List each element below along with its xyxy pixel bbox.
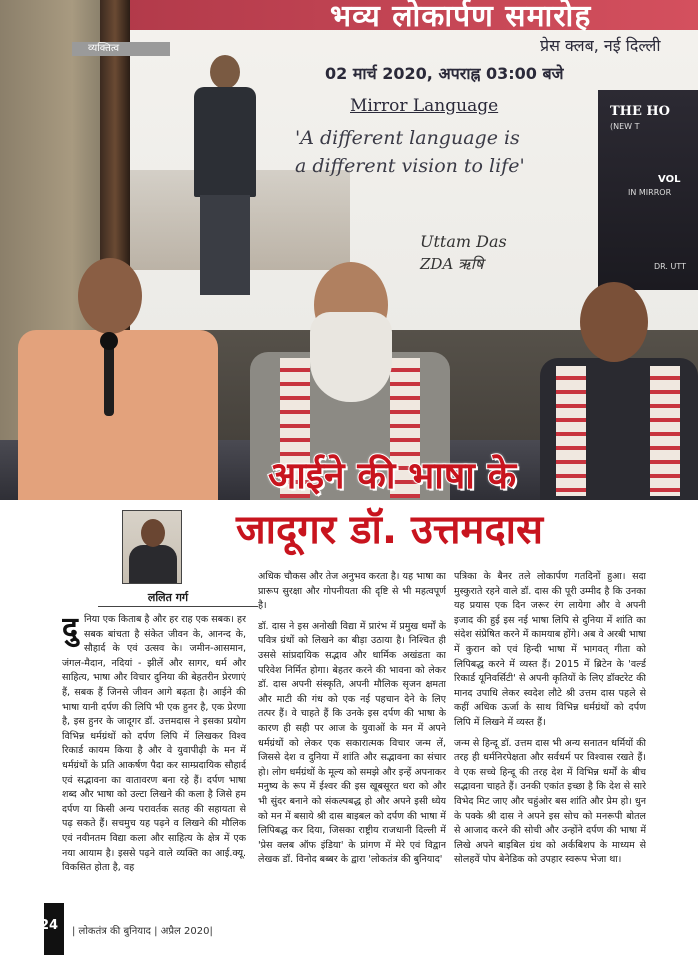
book-cover-series: IN MIRROR xyxy=(628,188,672,197)
book-cover-author: DR. UTT xyxy=(654,262,687,271)
quote-line-1: 'A different language is xyxy=(295,127,520,149)
column-2-paragraph-1: अधिक चौकस और तेज अनुभव करता है। यह भाषा का प्रारूप सुरक्षा और गोपनीयता की दृष्टि से भी महत्वपूर्ण है। xyxy=(258,571,446,612)
headline-line-2: जादूगर डॉ. उत्तमदास xyxy=(236,507,544,553)
section-tag: व्यक्तित्व xyxy=(72,42,170,56)
banner-top-strip xyxy=(120,0,698,34)
microphone-head xyxy=(100,332,118,350)
speaker-left xyxy=(18,258,218,498)
banner-signature-1: Uttam Das xyxy=(420,232,507,251)
author-name: ललित गर्ग xyxy=(147,591,189,604)
column-3-paragraph-1: पत्रिका के बैनर तले लोकार्पण गतदिनों हुआ। सदा मुस्कुराते रहने वाले डॉ. दास की पूरी उम्मीद है कि उनका यह प्रयास एक दिन जरूर रंग लायेगा और वे अपनी इजाद की हुई इस नई भाषा लिपि से दुनिया में शांति का संदेश संप्रेषित करने में कामयाब होंगे। अब वे अरबी भाषा में कुरान को एवं हिन्दी भाषा में भागवत् गीता को लिपिबद्ध करने में व्यस्त हैं। 2015 में ब्रिटेन के 'वर्ल्ड रिकार्ड यूनिवर्सिटी' से अपनी कृतियों के लिए डॉक्टरेट की मानद उपाधि लेकर स्वदेश लौटे श्री उत्तम दास पहले से कहीं अधिक ऊर्जा के साथ विभिन्न धर्मग्रंथों को दर्पण लिपि में लिखने में व्यस्त हैं। xyxy=(454,571,646,728)
book-cover-subtitle: (NEW T xyxy=(610,122,640,131)
quote-line-2: a different vision to life' xyxy=(295,155,525,177)
article-column-1 xyxy=(62,613,246,895)
headline-line-1: आईने की भाषा के xyxy=(268,454,517,497)
speaker-right xyxy=(540,282,698,500)
book-cover xyxy=(598,90,698,290)
banner-signature-2: ZDA ऋषि xyxy=(420,255,484,273)
drop-cap: दु xyxy=(62,613,78,646)
book-cover-title: THE HO xyxy=(610,104,670,119)
microphone-icon xyxy=(104,340,114,416)
column-1-text: निया एक किताब है और हर राह एक सबक। हर सबक बांचता है संकेत जीवन के, आनन्द के, सौहार्द के एवं उत्सव के। जमीन-आसमान, जंगल-मैदान, नदियां - झीलें और सागर, धर्म और साहित्य, भाषा और विचार दुनिया की बेहतरीन प्रेरणाएं हैं, सबक हैं जिनसे जीवन आगे बढ़ता है। आईने की भाषा यानी दर्पण की लिपि भी एक हुनर है, एक प्रेरणा है, इस हुनर के जादूगर डॉ. उत्तमदास ने इसका प्रयोग विभिन्न धर्मग्रंथों को दर्पण लिपि में लिखकर विश्व रिकार्ड कायम किया है और वे युवापीढ़ी के मन में धर्मग्रंथों के प्रति आकर्षण पैदा कर साम्प्रदायिक सौहार्द एवं सद्भावना का वातावरण बना रहे हैं। दर्पण भाषा शब्द और भाषा को उल्टा लिखने की कला है जिसे हम दर्पण या किसी अन्य परावर्तक सतह की सहायता से पढ़ सकते हैं। सचमुच यह पढ़ने व लिखने की मौलिक एवं नवीनतम विद्या कला और साहित्य के क्षेत्र में एक नया आयाम है। इससे पढ़ने वाले व्यक्ति का आई.क्यू. विकसित होता है, वह xyxy=(62,614,246,874)
column-2-paragraph-2: डॉ. दास ने इस अनोखी विद्या में प्रारंभ में प्रमुख धर्मों के पवित्र ग्रंथों को लिखने का बीड़ा उठाया है। निश्चित ही उससे सांप्रदायिक सद्भाव और धार्मिक अखंडता का परिवेश निर्मित होगा। बेहतर करने की भावना को लेकर डॉ. दास अपनी संस्कृति, अपनी मौलिक सृजन क्षमता और माटी की गंध को एक नई पहचान देने के लिए तत्पर हैं। वे चाहते हैं कि उनके इस दर्पण की भाषा के कारण ही सही पर आज के युवाओं के मन में अपने धर्मग्रंथों को लेकर एक सकारात्मक विचार जन्म लें, जिससे देश व दुनिया में शांति और सद्भावना का संचार हो। लोग धर्मग्रंथों के मूल्य को समझे और इन्हें अपनाकर मनुष्य के रूप में ईश्वर की इस खूबसूरत धरा को और भी सुंदर बनाने को संकल्पबद्ध हो और अपने इसी ध्येय को मन में बसाये श्री दास बाइबल को दर्पण की भाषा में लिपिबद्ध कर दिया, जिसका राष्ट्रीय राजधानी दिल्ली में 'प्रेस क्लब ऑफ इंडिया' के प्रांगण में मेरे एवं विद्वान लेखक डॉ. विनोद बब्बर के द्वारा 'लोकतंत्र की बुनियाद' xyxy=(258,620,446,866)
author-divider xyxy=(98,606,258,607)
article-column-2 xyxy=(258,570,446,896)
banner-book-title: Mirror Language xyxy=(350,96,499,116)
banner-venue: प्रेस क्लब, नई दिल्ली xyxy=(540,36,661,55)
author-photo xyxy=(122,510,182,584)
page-number: 24 xyxy=(40,918,59,933)
book-cover-volume: VOL xyxy=(658,174,681,185)
banner-quote xyxy=(295,124,525,180)
column-3-paragraph-2: जन्म से हिन्दू डॉ. उत्तम दास भी अन्य सनातन धर्मियों की तरह ही धर्मनिरपेक्षता और सर्वधर्म पर विश्वास रखते हैं। वे एक सच्चे हिन्दू की तरह देश में विभिन्न धर्मों के बीच सद्भावना चाहते हैं। उनकी एकांत इच्छा है कि देश से सारे विभेद मिट जाए और चहुंओर बस शांति और प्रेम हो। धुन के पक्के श्री दास ने अपने इस सोच को मनरूपी बोतल से आजाद करने की सोची और उन्होंने दर्पण की भाषा में लिखे अपने बाइबिल ग्रंथ को अर्कबिशप के माध्यम से सोलहवें पोप बेनेडिक को उपहार स्वरूप भेजा था। xyxy=(454,737,646,866)
article-column-3 xyxy=(454,570,646,896)
banner-top-text: भव्य लोकार्पण समारोह xyxy=(330,0,592,34)
footer-magazine: | लोकतंत्र की बुनियाद | अप्रैल 2020| xyxy=(72,926,213,937)
banner-datetime: 02 मार्च 2020, अपराह्न 03:00 बजे xyxy=(325,64,564,83)
